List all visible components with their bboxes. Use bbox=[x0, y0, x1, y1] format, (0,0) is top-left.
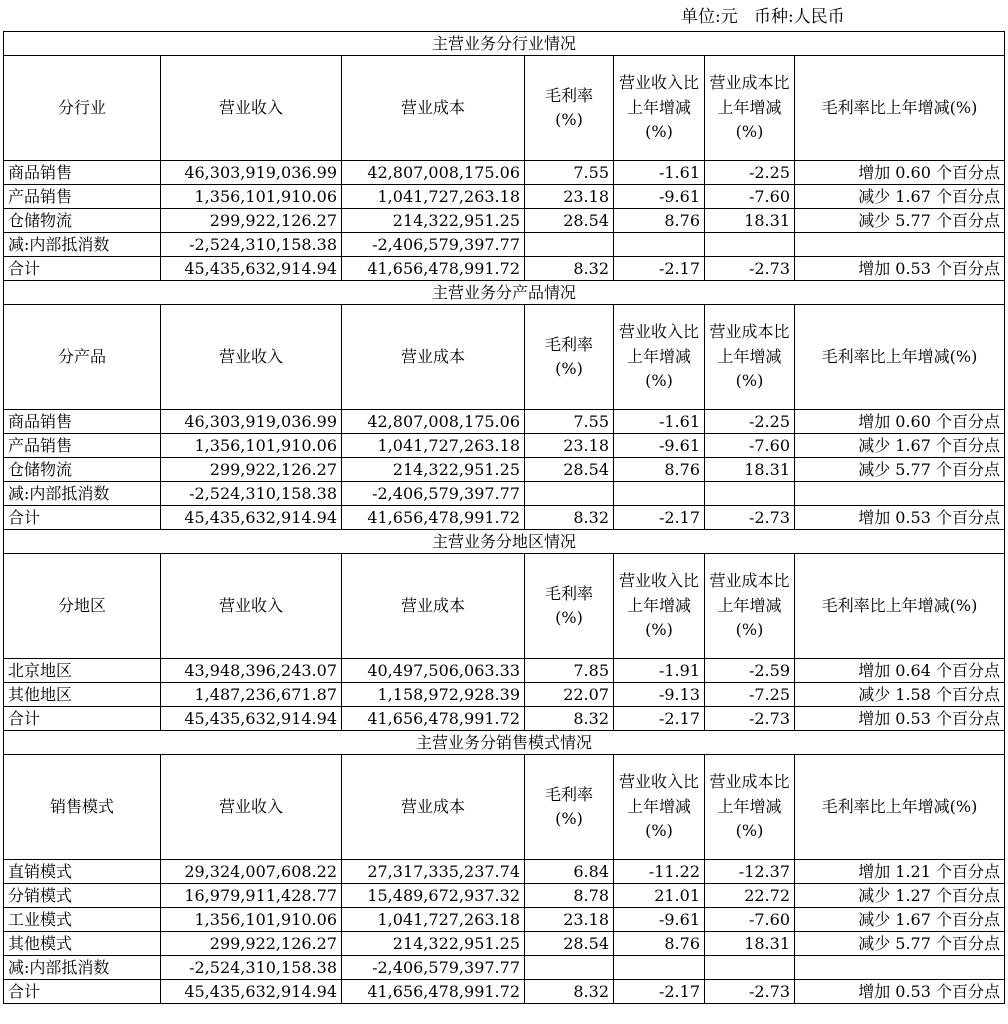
row-cost: 40,497,506,063.33 bbox=[342, 659, 525, 683]
table-row bbox=[4, 233, 1005, 257]
row-revenue-yoy: -1.91 bbox=[614, 659, 705, 683]
row-name: 减:内部抵消数 bbox=[4, 233, 161, 257]
header-category: 分行业 bbox=[4, 56, 161, 161]
row-name: 商品销售 bbox=[4, 410, 161, 434]
row-revenue-yoy: 21.01 bbox=[614, 884, 705, 908]
row-name: 仓储物流 bbox=[4, 458, 161, 482]
unit-currency-note: 单位:元 币种:人民币 bbox=[681, 7, 845, 27]
table-row bbox=[4, 683, 1005, 707]
header-cost-yoy-text: 营业成本比上年增减(%) bbox=[709, 571, 790, 640]
row-revenue-yoy: -2.17 bbox=[614, 506, 705, 530]
header-category: 销售模式 bbox=[4, 755, 161, 860]
row-revenue-yoy: -2.17 bbox=[614, 257, 705, 281]
row-gross-margin: 23.18 bbox=[525, 434, 614, 458]
row-revenue: -2,524,310,158.38 bbox=[161, 482, 342, 506]
header-cost-yoy bbox=[705, 755, 795, 860]
row-name: 减:内部抵消数 bbox=[4, 482, 161, 506]
row-revenue-yoy: 8.76 bbox=[614, 209, 705, 233]
row-name: 工业模式 bbox=[4, 908, 161, 932]
row-name: 合计 bbox=[4, 257, 161, 281]
row-revenue: 299,922,126.27 bbox=[161, 209, 342, 233]
row-cost-yoy: -7.25 bbox=[705, 683, 795, 707]
row-revenue: 1,356,101,910.06 bbox=[161, 434, 342, 458]
header-cost: 营业成本 bbox=[342, 56, 525, 161]
row-revenue: 1,356,101,910.06 bbox=[161, 185, 342, 209]
row-cost: 41,656,478,991.72 bbox=[342, 506, 525, 530]
header-gross-margin-label: 毛利率 bbox=[544, 584, 593, 603]
header-category: 分地区 bbox=[4, 554, 161, 659]
row-cost-yoy bbox=[705, 233, 795, 257]
row-margin-yoy: 增加 0.60 个百分点 bbox=[795, 161, 1005, 185]
header-margin-yoy: 毛利率比上年增减(%) bbox=[795, 56, 1005, 161]
section-title: 主营业务分行业情况 bbox=[4, 32, 1005, 56]
header-revenue-yoy bbox=[614, 305, 705, 410]
row-revenue-yoy: -1.61 bbox=[614, 410, 705, 434]
row-cost: 42,807,008,175.06 bbox=[342, 161, 525, 185]
header-cost-yoy-text: 营业成本比上年增减(%) bbox=[709, 772, 790, 841]
row-name: 合计 bbox=[4, 980, 161, 1004]
section-title-row bbox=[4, 731, 1005, 755]
row-cost: 214,322,951.25 bbox=[342, 932, 525, 956]
table-row bbox=[4, 707, 1005, 731]
row-margin-yoy: 增加 1.21 个百分点 bbox=[795, 860, 1005, 884]
section-title-row bbox=[4, 32, 1005, 56]
column-header-row bbox=[4, 554, 1005, 659]
header-cost-yoy bbox=[705, 56, 795, 161]
row-revenue: 299,922,126.27 bbox=[161, 458, 342, 482]
table-row bbox=[4, 257, 1005, 281]
row-name: 仓储物流 bbox=[4, 209, 161, 233]
section-title-row bbox=[4, 281, 1005, 305]
header-revenue-yoy bbox=[614, 755, 705, 860]
row-gross-margin: 28.54 bbox=[525, 932, 614, 956]
row-revenue: -2,524,310,158.38 bbox=[161, 233, 342, 257]
row-revenue: 29,324,007,608.22 bbox=[161, 860, 342, 884]
row-name: 产品销售 bbox=[4, 434, 161, 458]
row-margin-yoy bbox=[795, 956, 1005, 980]
header-margin-yoy: 毛利率比上年增减(%) bbox=[795, 305, 1005, 410]
row-margin-yoy: 增加 0.53 个百分点 bbox=[795, 707, 1005, 731]
row-gross-margin: 28.54 bbox=[525, 458, 614, 482]
row-gross-margin: 8.32 bbox=[525, 506, 614, 530]
row-cost-yoy: 18.31 bbox=[705, 458, 795, 482]
row-gross-margin: 28.54 bbox=[525, 209, 614, 233]
row-revenue: 1,487,236,671.87 bbox=[161, 683, 342, 707]
row-revenue: 45,435,632,914.94 bbox=[161, 707, 342, 731]
header-revenue-yoy bbox=[614, 56, 705, 161]
header-revenue: 营业收入 bbox=[161, 755, 342, 860]
column-header-row bbox=[4, 755, 1005, 860]
header-cost: 营业成本 bbox=[342, 305, 525, 410]
row-cost: 1,041,727,263.18 bbox=[342, 185, 525, 209]
header-margin-yoy: 毛利率比上年增减(%) bbox=[795, 554, 1005, 659]
main-business-table bbox=[3, 31, 1005, 1004]
header-gross-margin-unit: (%) bbox=[555, 359, 583, 378]
header-gross-margin-unit: (%) bbox=[555, 809, 583, 828]
row-margin-yoy: 减少 5.77 个百分点 bbox=[795, 209, 1005, 233]
header-cost-yoy bbox=[705, 554, 795, 659]
row-gross-margin bbox=[525, 956, 614, 980]
row-revenue: 16,979,911,428.77 bbox=[161, 884, 342, 908]
row-name: 商品销售 bbox=[4, 161, 161, 185]
row-cost: -2,406,579,397.77 bbox=[342, 233, 525, 257]
row-gross-margin: 23.18 bbox=[525, 185, 614, 209]
row-margin-yoy: 减少 1.67 个百分点 bbox=[795, 185, 1005, 209]
row-cost: 214,322,951.25 bbox=[342, 209, 525, 233]
row-cost: 41,656,478,991.72 bbox=[342, 980, 525, 1004]
row-name: 产品销售 bbox=[4, 185, 161, 209]
row-revenue-yoy bbox=[614, 482, 705, 506]
row-cost: 1,158,972,928.39 bbox=[342, 683, 525, 707]
header-revenue: 营业收入 bbox=[161, 554, 342, 659]
row-cost-yoy bbox=[705, 482, 795, 506]
header-gross-margin-unit: (%) bbox=[555, 110, 583, 129]
row-cost: -2,406,579,397.77 bbox=[342, 956, 525, 980]
row-revenue: 43,948,396,243.07 bbox=[161, 659, 342, 683]
row-revenue: 45,435,632,914.94 bbox=[161, 257, 342, 281]
row-gross-margin: 8.32 bbox=[525, 707, 614, 731]
table-row bbox=[4, 908, 1005, 932]
header-gross-margin-label: 毛利率 bbox=[544, 86, 593, 105]
row-name: 北京地区 bbox=[4, 659, 161, 683]
row-cost-yoy bbox=[705, 956, 795, 980]
header-revenue: 营业收入 bbox=[161, 56, 342, 161]
row-cost: 41,656,478,991.72 bbox=[342, 707, 525, 731]
table-row bbox=[4, 410, 1005, 434]
table-row bbox=[4, 434, 1005, 458]
row-cost: 214,322,951.25 bbox=[342, 458, 525, 482]
section-title-row bbox=[4, 530, 1005, 554]
row-cost-yoy: 22.72 bbox=[705, 884, 795, 908]
row-gross-margin: 7.55 bbox=[525, 161, 614, 185]
row-cost-yoy: -2.73 bbox=[705, 980, 795, 1004]
row-cost: 1,041,727,263.18 bbox=[342, 434, 525, 458]
row-revenue-yoy bbox=[614, 233, 705, 257]
row-cost-yoy: -12.37 bbox=[705, 860, 795, 884]
header-cost-yoy-text: 营业成本比上年增减(%) bbox=[709, 322, 790, 391]
row-revenue-yoy: -1.61 bbox=[614, 161, 705, 185]
row-revenue-yoy: 8.76 bbox=[614, 932, 705, 956]
header-gross-margin-unit: (%) bbox=[555, 608, 583, 627]
row-cost-yoy: -2.59 bbox=[705, 659, 795, 683]
table-row bbox=[4, 980, 1005, 1004]
header-revenue-yoy bbox=[614, 554, 705, 659]
row-cost: 27,317,335,237.74 bbox=[342, 860, 525, 884]
table-row bbox=[4, 482, 1005, 506]
header-cost: 营业成本 bbox=[342, 554, 525, 659]
header-gross-margin bbox=[525, 56, 614, 161]
header-cost-yoy bbox=[705, 305, 795, 410]
row-gross-margin bbox=[525, 482, 614, 506]
row-revenue: 46,303,919,036.99 bbox=[161, 410, 342, 434]
table-row bbox=[4, 506, 1005, 530]
row-cost-yoy: 18.31 bbox=[705, 932, 795, 956]
row-revenue-yoy: -11.22 bbox=[614, 860, 705, 884]
row-gross-margin: 8.32 bbox=[525, 257, 614, 281]
row-cost-yoy: 18.31 bbox=[705, 209, 795, 233]
row-revenue: 1,356,101,910.06 bbox=[161, 908, 342, 932]
row-name: 分销模式 bbox=[4, 884, 161, 908]
row-cost-yoy: -7.60 bbox=[705, 434, 795, 458]
row-revenue-yoy: -2.17 bbox=[614, 980, 705, 1004]
header-category: 分产品 bbox=[4, 305, 161, 410]
table-row bbox=[4, 932, 1005, 956]
row-gross-margin: 8.78 bbox=[525, 884, 614, 908]
table-row bbox=[4, 659, 1005, 683]
section-title: 主营业务分地区情况 bbox=[4, 530, 1005, 554]
row-cost-yoy: -2.25 bbox=[705, 410, 795, 434]
row-revenue: 45,435,632,914.94 bbox=[161, 980, 342, 1004]
row-revenue-yoy: -9.61 bbox=[614, 434, 705, 458]
row-revenue-yoy bbox=[614, 956, 705, 980]
row-margin-yoy: 减少 1.58 个百分点 bbox=[795, 683, 1005, 707]
row-gross-margin: 22.07 bbox=[525, 683, 614, 707]
header-gross-margin-label: 毛利率 bbox=[544, 785, 593, 804]
row-cost-yoy: -2.25 bbox=[705, 161, 795, 185]
row-margin-yoy: 减少 5.77 个百分点 bbox=[795, 932, 1005, 956]
row-revenue: -2,524,310,158.38 bbox=[161, 956, 342, 980]
row-margin-yoy: 增加 0.53 个百分点 bbox=[795, 506, 1005, 530]
table-row bbox=[4, 884, 1005, 908]
table-row bbox=[4, 458, 1005, 482]
row-name: 减:内部抵消数 bbox=[4, 956, 161, 980]
row-cost-yoy: -7.60 bbox=[705, 908, 795, 932]
row-margin-yoy: 增加 0.60 个百分点 bbox=[795, 410, 1005, 434]
header-cost-yoy-text: 营业成本比上年增减(%) bbox=[709, 73, 790, 142]
row-gross-margin: 23.18 bbox=[525, 908, 614, 932]
row-margin-yoy bbox=[795, 233, 1005, 257]
row-revenue-yoy: -9.13 bbox=[614, 683, 705, 707]
row-gross-margin: 8.32 bbox=[525, 980, 614, 1004]
row-revenue-yoy: 8.76 bbox=[614, 458, 705, 482]
row-cost-yoy: -2.73 bbox=[705, 257, 795, 281]
row-cost-yoy: -2.73 bbox=[705, 506, 795, 530]
table-row bbox=[4, 161, 1005, 185]
row-cost: -2,406,579,397.77 bbox=[342, 482, 525, 506]
table-row bbox=[4, 209, 1005, 233]
row-margin-yoy: 减少 5.77 个百分点 bbox=[795, 458, 1005, 482]
column-header-row bbox=[4, 305, 1005, 410]
row-name: 合计 bbox=[4, 707, 161, 731]
column-header-row bbox=[4, 56, 1005, 161]
row-cost: 1,041,727,263.18 bbox=[342, 908, 525, 932]
row-revenue-yoy: -9.61 bbox=[614, 908, 705, 932]
row-cost: 15,489,672,937.32 bbox=[342, 884, 525, 908]
header-revenue-yoy-text: 营业收入比上年增减(%) bbox=[618, 73, 699, 142]
row-margin-yoy: 增加 0.53 个百分点 bbox=[795, 257, 1005, 281]
header-gross-margin bbox=[525, 554, 614, 659]
row-margin-yoy: 减少 1.67 个百分点 bbox=[795, 908, 1005, 932]
row-name: 直销模式 bbox=[4, 860, 161, 884]
row-margin-yoy: 增加 0.64 个百分点 bbox=[795, 659, 1005, 683]
row-cost: 41,656,478,991.72 bbox=[342, 257, 525, 281]
row-margin-yoy: 减少 1.27 个百分点 bbox=[795, 884, 1005, 908]
row-gross-margin: 6.84 bbox=[525, 860, 614, 884]
section-title: 主营业务分产品情况 bbox=[4, 281, 1005, 305]
row-name: 合计 bbox=[4, 506, 161, 530]
row-revenue-yoy: -2.17 bbox=[614, 707, 705, 731]
header-revenue-yoy-text: 营业收入比上年增减(%) bbox=[618, 322, 699, 391]
header-revenue-yoy-text: 营业收入比上年增减(%) bbox=[618, 571, 699, 640]
table-row bbox=[4, 956, 1005, 980]
header-revenue: 营业收入 bbox=[161, 305, 342, 410]
header-margin-yoy: 毛利率比上年增减(%) bbox=[795, 755, 1005, 860]
header-cost: 营业成本 bbox=[342, 755, 525, 860]
section-title: 主营业务分销售模式情况 bbox=[4, 731, 1005, 755]
row-gross-margin: 7.55 bbox=[525, 410, 614, 434]
table-row bbox=[4, 860, 1005, 884]
header-revenue-yoy-text: 营业收入比上年增减(%) bbox=[618, 772, 699, 841]
row-name: 其他模式 bbox=[4, 932, 161, 956]
row-margin-yoy: 增加 0.53 个百分点 bbox=[795, 980, 1005, 1004]
table-row bbox=[4, 185, 1005, 209]
header-gross-margin bbox=[525, 755, 614, 860]
row-revenue-yoy: -9.61 bbox=[614, 185, 705, 209]
row-margin-yoy: 减少 1.67 个百分点 bbox=[795, 434, 1005, 458]
header-gross-margin-label: 毛利率 bbox=[544, 335, 593, 354]
row-gross-margin bbox=[525, 233, 614, 257]
row-revenue: 45,435,632,914.94 bbox=[161, 506, 342, 530]
row-revenue: 46,303,919,036.99 bbox=[161, 161, 342, 185]
row-margin-yoy bbox=[795, 482, 1005, 506]
row-cost-yoy: -7.60 bbox=[705, 185, 795, 209]
row-revenue: 299,922,126.27 bbox=[161, 932, 342, 956]
row-name: 其他地区 bbox=[4, 683, 161, 707]
header-gross-margin bbox=[525, 305, 614, 410]
row-gross-margin: 7.85 bbox=[525, 659, 614, 683]
row-cost-yoy: -2.73 bbox=[705, 707, 795, 731]
row-cost: 42,807,008,175.06 bbox=[342, 410, 525, 434]
